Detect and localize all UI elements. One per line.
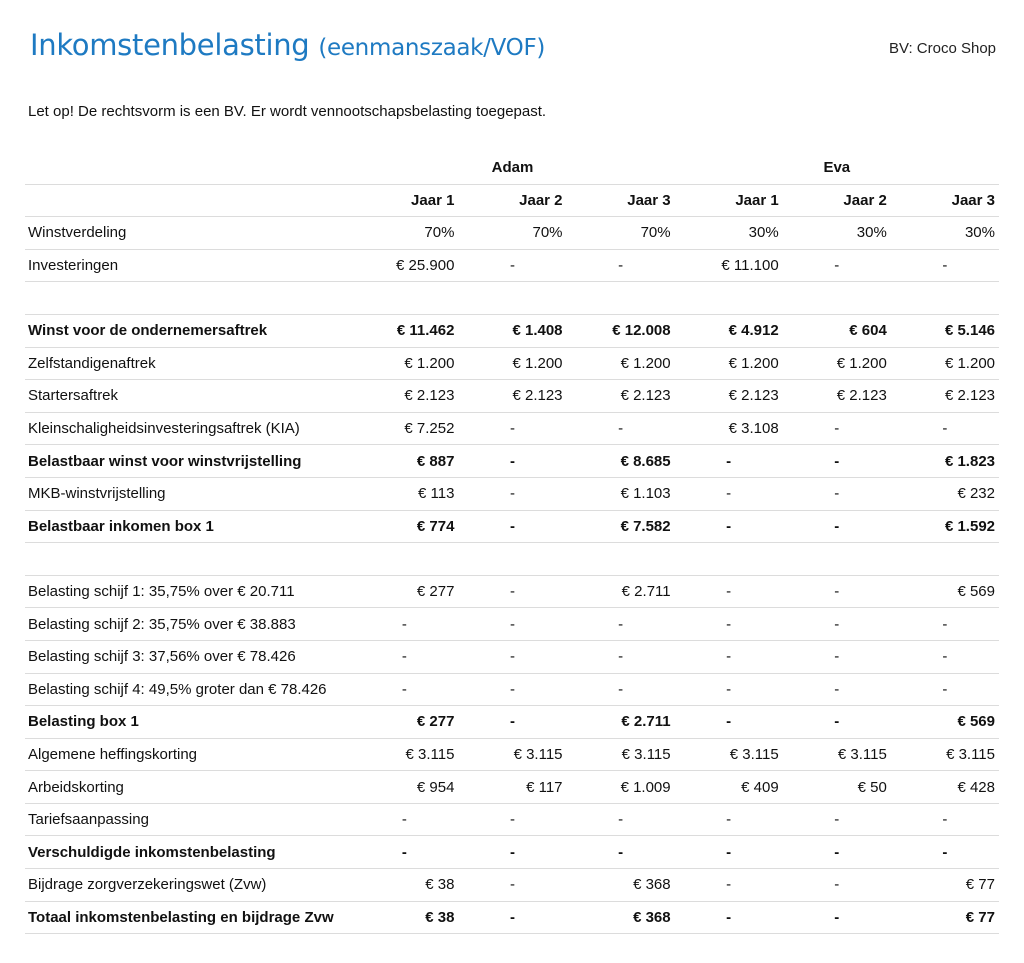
value-cell: 70% xyxy=(458,217,566,250)
row-label: Winstverdeling xyxy=(25,217,350,250)
person-header-row xyxy=(25,152,999,184)
value-cell: € 50 xyxy=(783,771,891,804)
header-empty-cell xyxy=(25,152,350,184)
table-row xyxy=(25,477,999,510)
value-cell: € 1.200 xyxy=(350,347,458,380)
value-cell: - xyxy=(783,477,891,510)
year-header-row xyxy=(25,184,999,217)
year-header: Jaar 3 xyxy=(891,184,999,217)
value-cell: € 232 xyxy=(891,477,999,510)
value-cell: € 277 xyxy=(350,575,458,608)
value-cell: € 428 xyxy=(891,771,999,804)
value-cell: € 3.115 xyxy=(567,738,675,771)
value-cell: € 1.200 xyxy=(458,347,566,380)
value-cell: - xyxy=(458,869,566,902)
row-label: Belasting box 1 xyxy=(25,706,350,739)
year-header: Jaar 1 xyxy=(675,184,783,217)
value-cell: - xyxy=(783,445,891,478)
value-cell: € 7.582 xyxy=(567,510,675,543)
table-row xyxy=(25,347,999,380)
value-cell: - xyxy=(458,706,566,739)
table-row xyxy=(25,510,999,543)
table-body xyxy=(25,217,999,934)
table-row xyxy=(25,771,999,804)
person-header: Adam xyxy=(350,152,674,184)
value-cell: € 954 xyxy=(350,771,458,804)
value-cell: € 3.108 xyxy=(675,412,783,445)
value-cell: - xyxy=(675,673,783,706)
value-cell: - xyxy=(675,640,783,673)
value-cell: - xyxy=(783,803,891,836)
value-cell: € 2.711 xyxy=(567,706,675,739)
value-cell: - xyxy=(458,608,566,641)
value-cell: - xyxy=(567,412,675,445)
value-cell: € 2.123 xyxy=(567,380,675,413)
value-cell: € 1.009 xyxy=(567,771,675,804)
value-cell: - xyxy=(783,510,891,543)
row-label: MKB-winstvrijstelling xyxy=(25,477,350,510)
table-row xyxy=(25,217,999,250)
value-cell: € 1.823 xyxy=(891,445,999,478)
value-cell: - xyxy=(891,673,999,706)
value-cell: - xyxy=(458,803,566,836)
table-row xyxy=(25,412,999,445)
spacer-cell xyxy=(25,543,999,576)
header-empty-cell xyxy=(25,184,350,217)
table-row xyxy=(25,608,999,641)
value-cell: - xyxy=(458,445,566,478)
row-label: Belasting schijf 1: 35,75% over € 20.711 xyxy=(25,575,350,608)
table-row xyxy=(25,575,999,608)
value-cell: - xyxy=(891,803,999,836)
spacer-row xyxy=(25,282,999,315)
value-cell: - xyxy=(675,445,783,478)
value-cell: - xyxy=(783,608,891,641)
value-cell: € 3.115 xyxy=(891,738,999,771)
table-row xyxy=(25,380,999,413)
value-cell: € 3.115 xyxy=(783,738,891,771)
value-cell: € 113 xyxy=(350,477,458,510)
value-cell: € 77 xyxy=(891,869,999,902)
row-label: Belasting schijf 4: 49,5% groter dan € 78.426 xyxy=(25,673,350,706)
value-cell: € 569 xyxy=(891,575,999,608)
row-label: Verschuldigde inkomstenbelasting xyxy=(25,836,350,869)
page-title-sub: (eenmanszaak/VOF) xyxy=(318,35,546,61)
row-label: Belastbaar winst voor winstvrijstelling xyxy=(25,445,350,478)
value-cell: € 12.008 xyxy=(567,314,675,347)
value-cell: € 4.912 xyxy=(675,314,783,347)
value-cell: - xyxy=(783,706,891,739)
year-header: Jaar 2 xyxy=(458,184,566,217)
value-cell: € 1.200 xyxy=(783,347,891,380)
value-cell: € 117 xyxy=(458,771,566,804)
value-cell: € 8.685 xyxy=(567,445,675,478)
value-cell: € 409 xyxy=(675,771,783,804)
year-header: Jaar 2 xyxy=(783,184,891,217)
value-cell: - xyxy=(783,412,891,445)
row-label: Belasting schijf 3: 37,56% over € 78.426 xyxy=(25,640,350,673)
company-label: BV: Croco Shop xyxy=(889,40,996,57)
value-cell: € 569 xyxy=(891,706,999,739)
value-cell: - xyxy=(458,901,566,934)
value-cell: - xyxy=(458,412,566,445)
value-cell: € 2.711 xyxy=(567,575,675,608)
value-cell: - xyxy=(783,901,891,934)
value-cell: - xyxy=(783,869,891,902)
value-cell: - xyxy=(458,510,566,543)
value-cell: 30% xyxy=(783,217,891,250)
value-cell: - xyxy=(891,249,999,282)
value-cell: € 887 xyxy=(350,445,458,478)
value-cell: € 7.252 xyxy=(350,412,458,445)
row-label: Zelfstandigenaftrek xyxy=(25,347,350,380)
value-cell: - xyxy=(783,836,891,869)
value-cell: - xyxy=(783,673,891,706)
value-cell: - xyxy=(350,836,458,869)
row-label: Algemene heffingskorting xyxy=(25,738,350,771)
value-cell: - xyxy=(675,901,783,934)
value-cell: € 3.115 xyxy=(458,738,566,771)
value-cell: - xyxy=(675,477,783,510)
spacer-row xyxy=(25,543,999,576)
value-cell: - xyxy=(458,477,566,510)
table-row xyxy=(25,869,999,902)
value-cell: - xyxy=(891,608,999,641)
value-cell: - xyxy=(891,640,999,673)
row-label: Belastbaar inkomen box 1 xyxy=(25,510,350,543)
value-cell: - xyxy=(891,412,999,445)
value-cell: € 2.123 xyxy=(350,380,458,413)
value-cell: € 2.123 xyxy=(458,380,566,413)
value-cell: - xyxy=(350,673,458,706)
value-cell: € 11.100 xyxy=(675,249,783,282)
row-label: Startersaftrek xyxy=(25,380,350,413)
value-cell: € 368 xyxy=(567,869,675,902)
value-cell: - xyxy=(783,640,891,673)
table-row xyxy=(25,738,999,771)
value-cell: - xyxy=(675,575,783,608)
value-cell: € 38 xyxy=(350,901,458,934)
value-cell: - xyxy=(350,608,458,641)
row-label: Winst voor de ondernemersaftrek xyxy=(25,314,350,347)
table-row xyxy=(25,901,999,934)
value-cell: - xyxy=(891,836,999,869)
value-cell: - xyxy=(567,640,675,673)
row-label: Totaal inkomstenbelasting en bijdrage Zvw xyxy=(25,901,350,934)
value-cell: € 1.200 xyxy=(567,347,675,380)
value-cell: - xyxy=(567,608,675,641)
value-cell: - xyxy=(675,510,783,543)
value-cell: - xyxy=(458,673,566,706)
value-cell: - xyxy=(567,803,675,836)
value-cell: € 1.103 xyxy=(567,477,675,510)
person-header: Eva xyxy=(675,152,999,184)
value-cell: € 368 xyxy=(567,901,675,934)
table-row xyxy=(25,706,999,739)
value-cell: - xyxy=(350,803,458,836)
value-cell: - xyxy=(675,836,783,869)
row-label: Bijdrage zorgverzekeringswet (Zvw) xyxy=(25,869,350,902)
value-cell: € 604 xyxy=(783,314,891,347)
value-cell: - xyxy=(783,249,891,282)
income-tax-table xyxy=(25,152,999,934)
table-row xyxy=(25,640,999,673)
table-row xyxy=(25,445,999,478)
value-cell: - xyxy=(567,673,675,706)
value-cell: € 3.115 xyxy=(350,738,458,771)
value-cell: - xyxy=(458,836,566,869)
value-cell: € 11.462 xyxy=(350,314,458,347)
value-cell: € 1.592 xyxy=(891,510,999,543)
year-header: Jaar 3 xyxy=(567,184,675,217)
value-cell: - xyxy=(783,575,891,608)
value-cell: € 2.123 xyxy=(783,380,891,413)
page-title-main: Inkomstenbelasting xyxy=(30,28,310,62)
value-cell: 30% xyxy=(675,217,783,250)
table-row xyxy=(25,673,999,706)
page-title xyxy=(30,28,545,62)
value-cell: 70% xyxy=(350,217,458,250)
value-cell: - xyxy=(675,608,783,641)
value-cell: - xyxy=(458,249,566,282)
value-cell: - xyxy=(567,249,675,282)
table-row xyxy=(25,314,999,347)
value-cell: - xyxy=(567,836,675,869)
row-label: Kleinschaligheidsinvesteringsaftrek (KIA) xyxy=(25,412,350,445)
value-cell: - xyxy=(675,803,783,836)
value-cell: - xyxy=(458,640,566,673)
value-cell: 70% xyxy=(567,217,675,250)
row-label: Investeringen xyxy=(25,249,350,282)
value-cell: - xyxy=(675,706,783,739)
value-cell: € 5.146 xyxy=(891,314,999,347)
table-row xyxy=(25,249,999,282)
value-cell: € 3.115 xyxy=(675,738,783,771)
row-label: Arbeidskorting xyxy=(25,771,350,804)
value-cell: € 1.408 xyxy=(458,314,566,347)
value-cell: € 1.200 xyxy=(891,347,999,380)
row-label: Tariefsaanpassing xyxy=(25,803,350,836)
spacer-cell xyxy=(25,282,999,315)
value-cell: € 277 xyxy=(350,706,458,739)
legal-form-notice: Let op! De rechtsvorm is een BV. Er wordt vennootschapsbelasting toegepast. xyxy=(28,103,547,120)
row-label: Belasting schijf 2: 35,75% over € 38.883 xyxy=(25,608,350,641)
value-cell: - xyxy=(350,640,458,673)
value-cell: € 77 xyxy=(891,901,999,934)
table-row xyxy=(25,803,999,836)
value-cell: € 25.900 xyxy=(350,249,458,282)
value-cell: € 38 xyxy=(350,869,458,902)
year-header: Jaar 1 xyxy=(350,184,458,217)
value-cell: € 774 xyxy=(350,510,458,543)
value-cell: € 2.123 xyxy=(675,380,783,413)
value-cell: € 1.200 xyxy=(675,347,783,380)
value-cell: € 2.123 xyxy=(891,380,999,413)
value-cell: 30% xyxy=(891,217,999,250)
value-cell: - xyxy=(675,869,783,902)
table-row xyxy=(25,836,999,869)
value-cell: - xyxy=(458,575,566,608)
